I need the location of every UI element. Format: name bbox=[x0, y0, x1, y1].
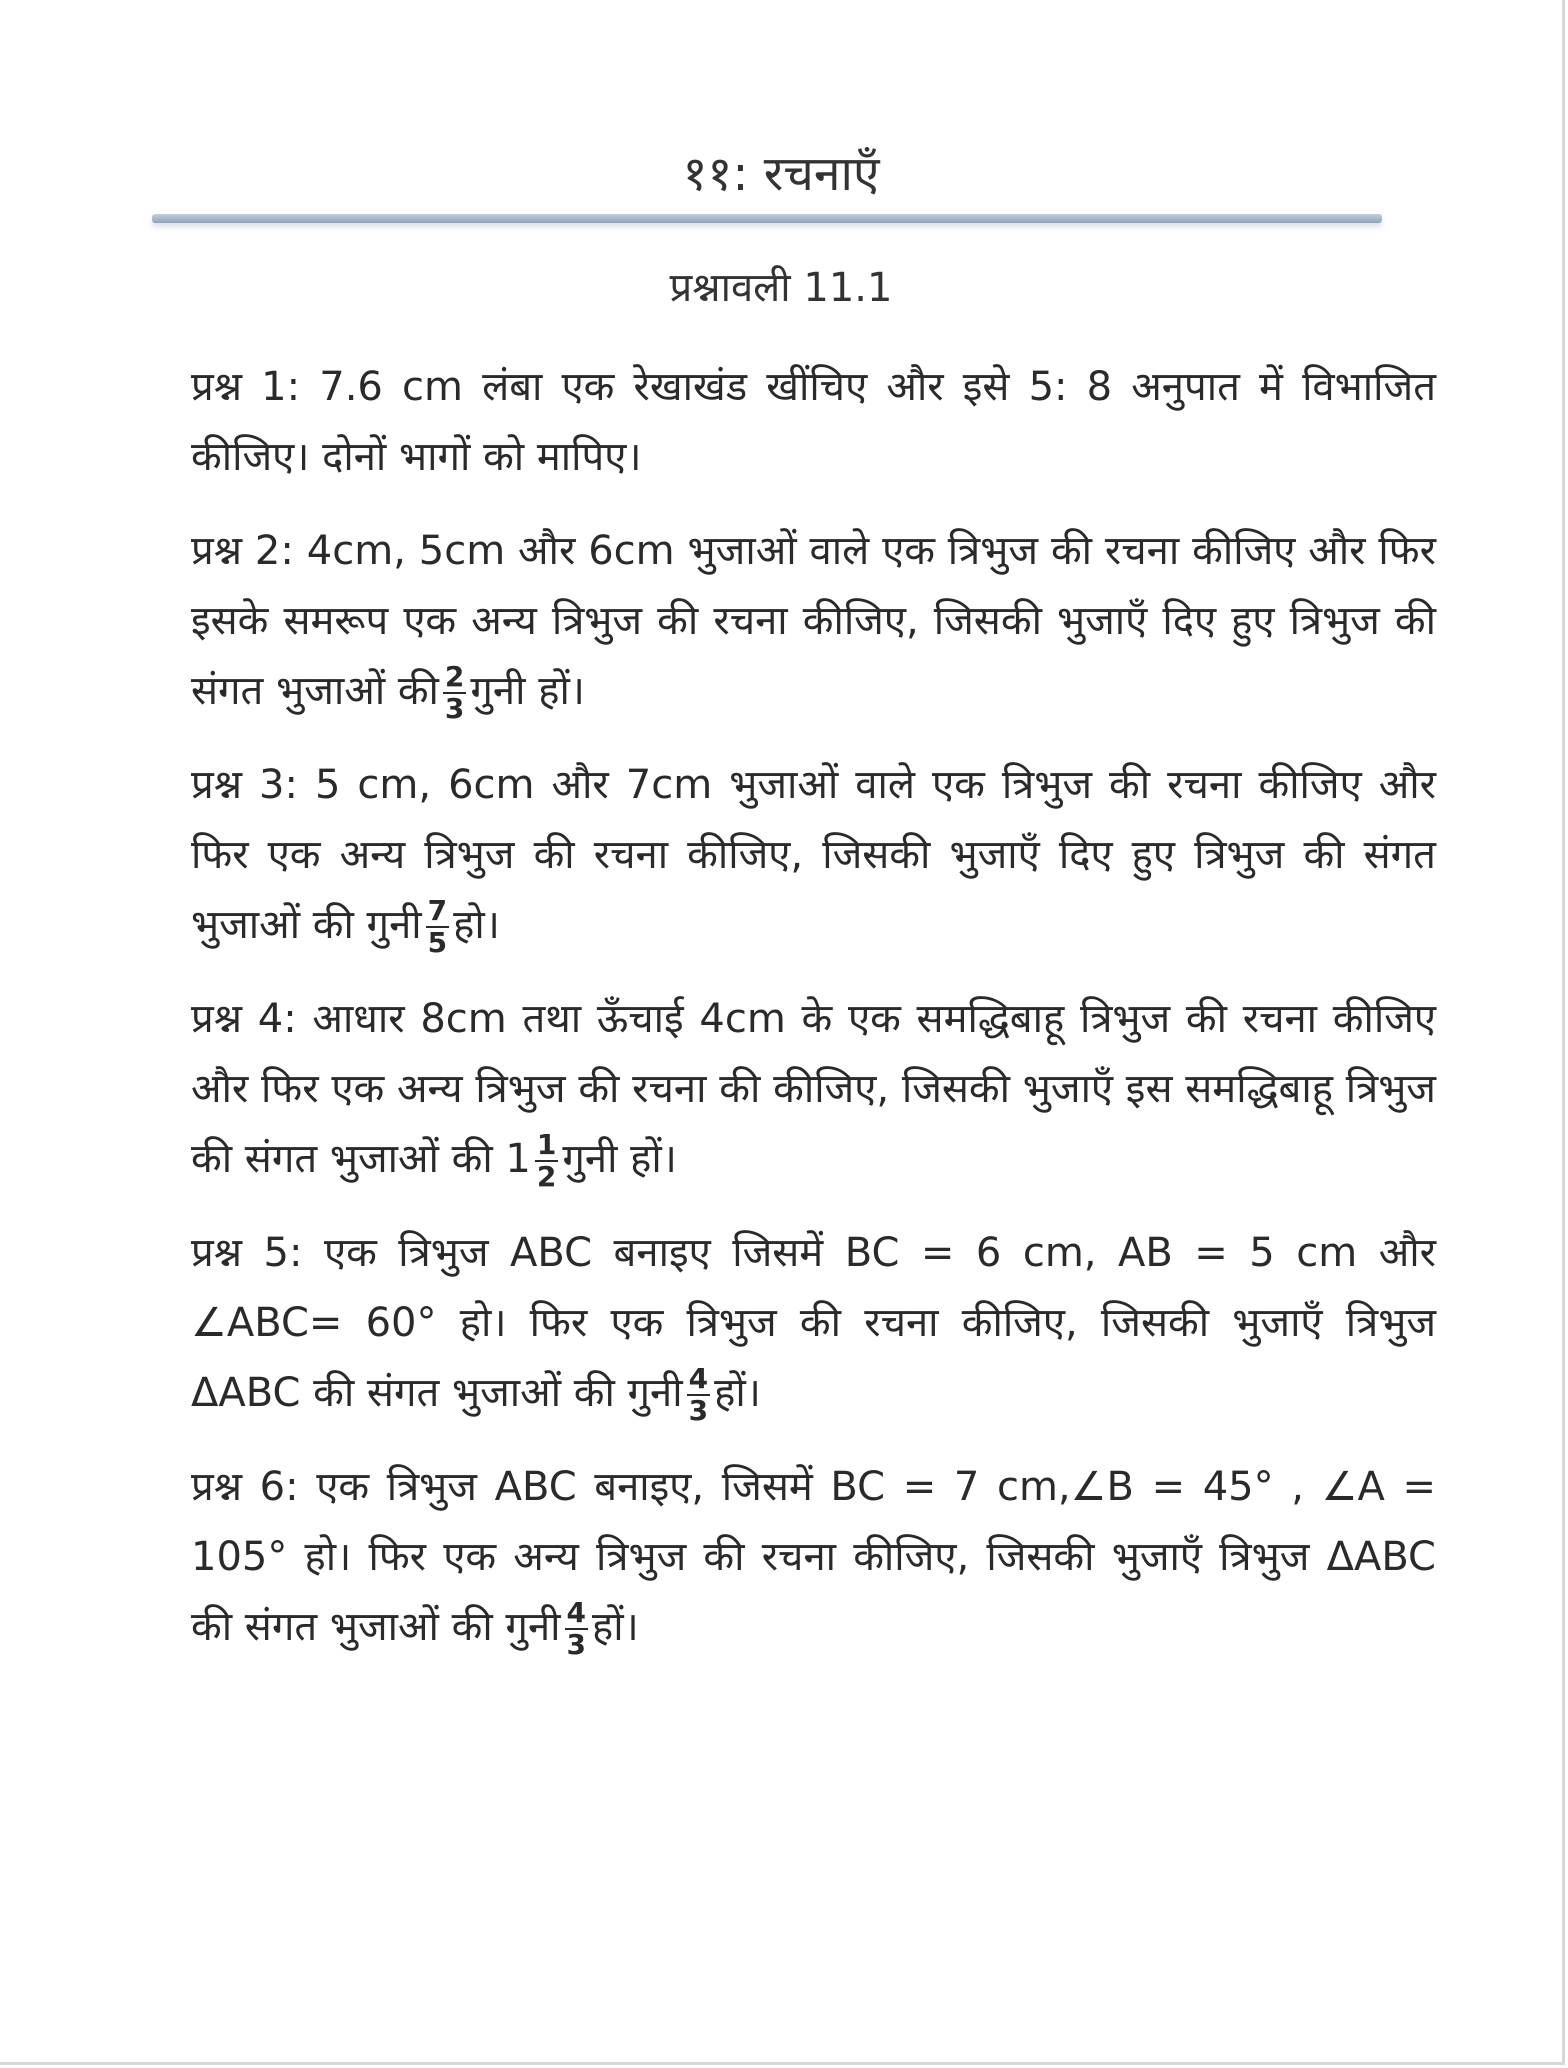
question-text: प्रश्न 2: 4cm, 5cm और 6cm भुजाओं वाले एक त्रिभुज की रचना कीजिए और फिर इसके समरूप एक अन्य त्रिभुज की रचना कीजिए, जिसकी भुजाएँ दिए हुए त्रिभुज की संगत भुजाओं की bbox=[191, 528, 1436, 714]
numerator: 4 bbox=[688, 1362, 709, 1395]
question-5 bbox=[191, 1218, 1436, 1428]
fraction bbox=[565, 1598, 588, 1660]
denominator: 3 bbox=[566, 1628, 586, 1661]
question-text-end: हो। bbox=[453, 902, 500, 948]
numerator: 7 bbox=[427, 894, 448, 927]
fraction bbox=[535, 1130, 558, 1192]
question-text: प्रश्न 5: एक त्रिभुज ABC बनाइए जिसमें BC = 6 cm, AB = 5 cm और ∠ABC= 60° हो। फिर एक त्रिभुज की रचना कीजिए, जिसकी भुजाएँ त्रिभुज ΔABC की संगत भुजाओं की गुनी bbox=[191, 1230, 1436, 1416]
question-text: प्रश्न 3: 5 cm, 6cm और 7cm भुजाओं वाले एक त्रिभुज की रचना कीजिए और फिर एक अन्य त्रिभुज की रचना कीजिए, जिसकी भुजाएँ दिए हुए त्रिभुज की संगत भुजाओं की गुनी bbox=[191, 762, 1436, 948]
denominator: 3 bbox=[688, 1394, 709, 1427]
question-4 bbox=[191, 984, 1436, 1194]
question-3 bbox=[191, 750, 1436, 960]
denominator: 2 bbox=[536, 1160, 557, 1193]
question-text: प्रश्न 4: आधार 8cm तथा ऊँचाई 4cm के एक समद्धिबाहू त्रिभुज की रचना कीजिए और फिर एक अन्य त्रिभुज की रचना की कीजिए, जिसकी भुजाएँ इस समद्धिबाहू त्रिभुज की संगत भुजाओं की 1 bbox=[191, 996, 1436, 1182]
numerator: 1 bbox=[536, 1128, 557, 1161]
question-text-end: गुनी हों। bbox=[470, 668, 585, 714]
fraction bbox=[443, 662, 466, 724]
question-2 bbox=[191, 516, 1436, 726]
question-text: प्रश्न 1: 7.6 cm लंबा एक रेखाखंड खींचिए और इसे 5: 8 अनुपात में विभाजित कीजिए। दोनों भागों को मापिए। bbox=[191, 364, 1436, 480]
exercise-title: प्रश्नावली 11.1 bbox=[669, 265, 893, 311]
numerator: 2 bbox=[444, 660, 465, 693]
fraction bbox=[426, 896, 449, 958]
question-6 bbox=[191, 1452, 1436, 1662]
question-text-end: हों। bbox=[714, 1370, 761, 1416]
question-text: प्रश्न 6: एक त्रिभुज ABC बनाइए, जिसमें BC = 7 cm,∠B = 45° , ∠A = 105° हो। फिर एक अन्य त्रिभुज की रचना कीजिए, जिसकी भुजाएँ त्रिभुज ΔABC की संगत भुजाओं की गुनी bbox=[191, 1464, 1436, 1650]
question-text-end: हों। bbox=[591, 1604, 639, 1650]
question-text-end: गुनी हों। bbox=[562, 1136, 677, 1182]
denominator: 3 bbox=[444, 692, 465, 725]
chapter-title: ११: रचनाएँ bbox=[682, 146, 880, 202]
fraction bbox=[687, 1364, 710, 1426]
numerator: 4 bbox=[566, 1596, 586, 1629]
question-1 bbox=[191, 352, 1436, 492]
title-divider bbox=[152, 214, 1382, 223]
denominator: 5 bbox=[427, 926, 448, 959]
question-list bbox=[191, 352, 1436, 1686]
